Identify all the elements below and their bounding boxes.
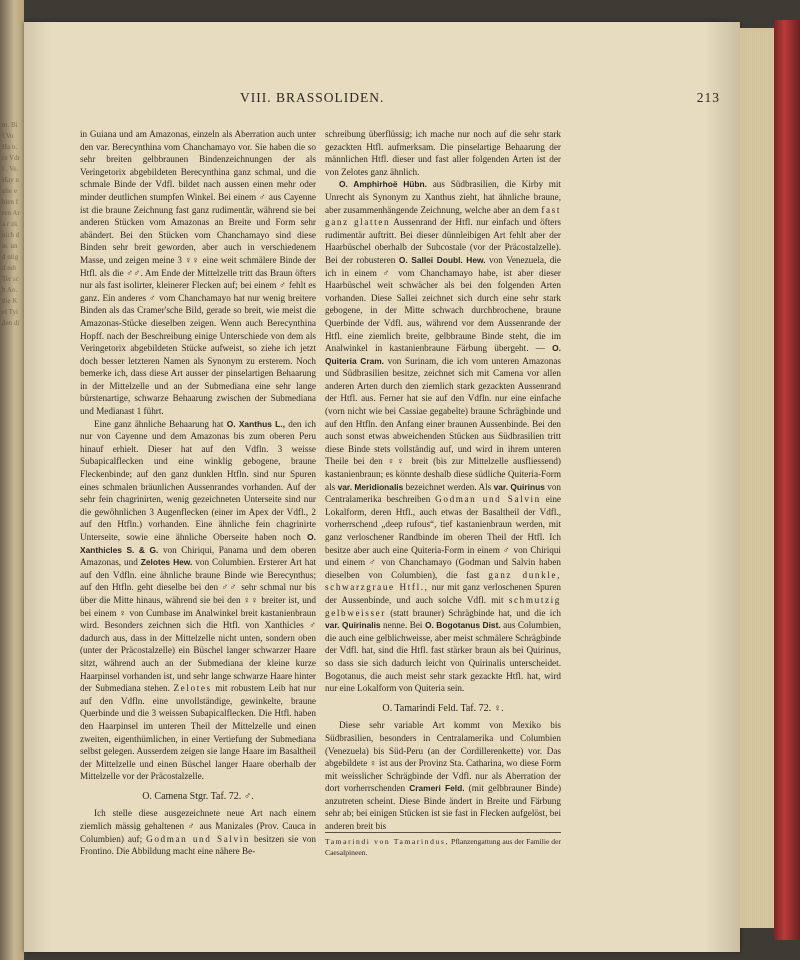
page-header bbox=[240, 90, 720, 110]
left-page-edge bbox=[0, 0, 24, 960]
section-title: O. Camena Stgr. bbox=[142, 790, 209, 802]
section-heading-camena bbox=[80, 791, 316, 804]
book-cover-edge bbox=[774, 20, 800, 940]
plate-ref: Taf. 72. bbox=[460, 702, 492, 714]
species-name: Zelotes Hew. bbox=[140, 557, 193, 568]
right-paragraph-3: Diese sehr variable Art kommt von Mexiko bis Südbrasilien, besonders in Centralamerika und Columbien (Venezuela) bis Süd-Peru (an der Cordillerenkette) vor. Das abgebildete ♀ ist aus der Provinz Sta. Catharina, wo diese Form mit weisslicher Schrägbinde der Vdfl. nur als Aberration der dort vorherrschenden Crameri Feld. (mit gelbbrauner Binde) anzutreten scheint. Diese Binde ändert in Breite und Färbung sehr ab; bei einigen Stücken ist sie fast in Flecken aufgelöst, bei anderen breit bis bbox=[325, 720, 562, 832]
plate-ref: Taf. 72. bbox=[210, 790, 242, 802]
left-paragraph-1: in Guiana und am Amazonas, einzeln als Aberration auch unter den var. Berecynthina vom Chanchamayo vor. Sie haben die so sehr breiten gelbbraunen Bindenzeichnungen der als Veringetorix abgebildeten Berecynthina ganz schmal, und die schmale Binde der Vdfl. bildet nach aussen einen mehr oder minder deutlichen stumpfen Winkel. Bei einem ♂ aus Cayenne ist die braune Zeichnung fast ganz rudimentär, während sie bei anderen Stücken vom Amazonas an Breite und Form sehr abändert. Bei den Stücken vom Chanchamayo sind diese Binden sehr breit geworden, aber auch in verschiedenem Masse, und zeigen meine 3 ♀♀ eine weit schmälere Binde der Htfl. als die ♂♂. Am Ende der Mittelzelle tritt das Braun öfters nur als fast isolirter, kleinerer Flecken auf; bei einem ♂ fehlt es ganz. Ein anderes ♂ vom Chanchamayo hat nur wenig breitere Binden als das Cramer'sche Bild, gerade so breit, wie meist die Amazonas-Stücke dieselben zeigen. Wenn auch Berecynthina Hopff. nach der Beschreibung einige Unterschiede von dem als Veringetorix abgebildeten Stücke aufweist, so ziehe ich jetzt doch besser letzteren Namen als Synonym zu ersterem. Noch bemerke ich, dass diese Art ausser der pinselartigen Behaarung in der Mittelzelle und an der Submediana eine sehr lange bürstenartige, schwarze Behaarung zwischen der Submediana und Medianast 1 führt. bbox=[80, 129, 316, 417]
species-name: Crameri Feld. bbox=[409, 783, 465, 794]
section-title: O. Tamarindi Feld. bbox=[382, 702, 459, 714]
species-name: O. Amphirhoë Hübn. bbox=[339, 179, 427, 190]
footnote: Tamarindi von Tamarindus, Pflanzengattung aus der Familie der Caesalpineen. bbox=[325, 832, 561, 858]
species-name: O. Quiteria Cram. bbox=[325, 343, 561, 366]
left-page-edge-text: m. Bil.Vo Ha n. re Vdrl . Ve. Hay nzlie ehien fren Ara r zk nich die, und ntigd ndt Ter sch Ao. die Kel Tyi den di bbox=[2, 121, 20, 327]
running-title: VIII. BRASSOLIDEN. bbox=[240, 90, 385, 105]
left-paragraph-3: Ich stelle diese ausgezeichnete neue Art nach einem ziemlich mässig gehaltenen ♂ aus Manizales (Prov. Cauca in Columbien) auf; Godman und Salvin besitzen sie von Frontino. Die Abbildung macht eine nähere Be- bbox=[80, 808, 317, 857]
species-name: var. Quirinus bbox=[493, 481, 545, 492]
sex-symbol: ♀. bbox=[493, 702, 504, 714]
species-name: var. Quirinalis bbox=[325, 620, 381, 631]
species-name: O. Xanthus L., bbox=[226, 418, 285, 429]
right-paragraph-1: schreibung überflüssig; ich mache nur noch auf die sehr stark gezackten Htfl. aufmerksam. Die pinselartige Behaarung der männlichen Htfl. dieser und fast aller folgenden Arten ist der von Zelotes ganz ähnlich. bbox=[325, 129, 561, 177]
species-name: O. Xanthicles S. & G. bbox=[80, 532, 316, 555]
page-block-edge bbox=[740, 28, 774, 928]
species-name: var. Meridionalis bbox=[337, 481, 404, 492]
left-column bbox=[80, 128, 316, 858]
section-heading-tamarindi bbox=[325, 703, 561, 716]
sex-symbol: ♂. bbox=[243, 790, 254, 802]
right-paragraph-2: O. Amphirhoë Hübn. aus Südbrasilien, die Kirby mit Unrecht als Synonym zu Xanthus zieht, hat ähnliche braune, aber zusammenhängende Zeichnung, welche aber an dem fast ganz glatten Aussenrand der Htfl. nur einfach und öfters rudimentär auftritt. Bei dieser dünnleibigen Art fehlt aber der Haarbüschel oberhalb der Subcostale (vor der Präcostalzelle). Bei der robusteren O. Sallei Doubl. Hew. von Venezuela, die ich in einem ♂ vom Chanchamayo habe, ist aber dieser Haarbüschel weit schwächer als bei den folgenden Arten vorhanden. Diese Sallei zeichnet sich durch eine sehr stark gebogene, in der Mitte schwach durchbrochene, braune Querbinde der Vdfl. aus, während vor dem Aussenrande der Htfl. eine ziemlich breite, gelbbraune Binde steht, die im Analwinkel in kastanienbraune Färbung übergeht. — O. Quiteria Cram. von Surinam, die ich vom unteren Amazonas und Südbrasilien besitze, zeichnet sich mit Camena vor allen anderen Arten durch den ziemlich stark gezackten Aussenrand der Htfl. aus. Ferner hat sie auf den Vdfln. nur eine einfache (vorn nicht wie bei Cassiae gegabelte) braune Schrägbinde und auf den Htfln. den Anfang einer braunen Aussenbinde. Bei den auch sonst etwas abweichenden Stücken aus Südbrasilien tritt diese Binde stets vollständig auf, und wird in ihrem unteren Theile bei den ♀♀ breit (bis zur Mittelzelle ausfliessend) kastanienbraun; es könnte deshalb diese südliche Quiteria-Form als var. Meridionalis bezeichnet werden. Als var. Quirinus von Centralamerika beschreiben Godman und Salvin eine Lokalform, deren Htfl., auch etwas der Basaltheil der Vdfl., vorherrschend „deep rufous“, tief kastanienbraun werden, mit ganz verloschener Randbinde im oberen Theil der Htfl. Ich besitze aber auch eine Quiteria-Form in einem ♂ von Chiriqui und einem ♂ von Chanchamayo (Godman und Salvin haben dieselben von Columbien), die fast ganz dunkle, schwarzgraue Htfl., nur mit ganz verloschenen Spuren der Aussenbinde, und auch solche Vdfl. mit schmutzig gelbweisser (statt brauner) Schrägbinde hat, und die ich var. Quirinalis nenne. Bei O. Bogotanus Dist. aus Columbien, die auch eine gelblichweisse, aber meist schmälere Schrägbinde der Vdfl. hat, sind die Htfl. fast stärker braun als bei Quirinus, so dass sie sich dadurch leicht von Quirinalis unterscheidet. Bogotanus, die auch meist sehr stark gezackte Htfl. hat, wird nur eine Lokalform von Quiteria sein. bbox=[325, 179, 562, 694]
page-number: 213 bbox=[696, 90, 720, 105]
left-paragraph-2: Eine ganz ähnliche Behaarung hat O. Xanthus L., den ich nur von Cayenne und dem Amazonas bis zum oberen Peru hinauf erhielt. Dieser hat auf den Vdfln. 3 weisse Subapicalflecken und eine winklig gebogene, braune Fleckenbinde; auf den ganz dunklen Htfln. sind nur Spuren eines schmalen bräunlichen Aussenrandes vorhanden. Auf der sehr fein chagrinirten, wenig gezeichneten Unterseite sind nur die gewöhnlichen 3 Augenflecken (einer im Apex der Vdfl., 2 auf den Htfln.) vorhanden. Eine ähnliche fein chagrinirte Unterseite, sowie eine ähnliche Oberseite haben noch O. Xanthicles S. & G. von Chiriqui, Panama und dem oberen Amazonas, und Zelotes Hew. von Columbien. Ersterer Art hat auf den Vdfln. eine ähnliche braune Binde wie Berecynthus; auf den Htfln. geht dieselbe bei den ♂♂ sehr schmal nur bis über die Mitte hinaus, während sie bei den ♀♀ breiter ist, und bei einem ♀ von Cumbase im Analwinkel breit kastanienbraun wird. Besonders zeichnen sich die Htfl. von Xanthicles ♂ dadurch aus, dass in der Mittelzelle nicht unten, sondern oben (unter der Präcostalzelle) ein Büschel langer schwarzer Haare sitzt, während auch an der Submediana der kleine kurze Haarpinsel vorhanden ist, und sehr lange schwarze Haare hinter der Submediana stehen. Zelotes mit robustem Leib hat nur auf den Vdfln. eine unvollständige, gewinkelte, braune Querbinde und die 3 weissen Subapicalflecken. Die Htfl. haben den Haarpinsel im unteren Theil der Mittelzelle und einen zweiten, eigenthümlichen, in einer Vertiefung der Submediana selbst gelegen. Ausserdem zeigen sie lange Haare im Basaltheil der Mittelzelle und einen Büschel langer Haare oberhalb der Mittelzelle vor der Präcostalzelle. bbox=[80, 418, 317, 782]
species-name: O. Bogotanus Dist. bbox=[424, 620, 501, 631]
species-name: O. Sallei Doubl. Hew. bbox=[398, 254, 486, 265]
right-column bbox=[325, 128, 561, 833]
